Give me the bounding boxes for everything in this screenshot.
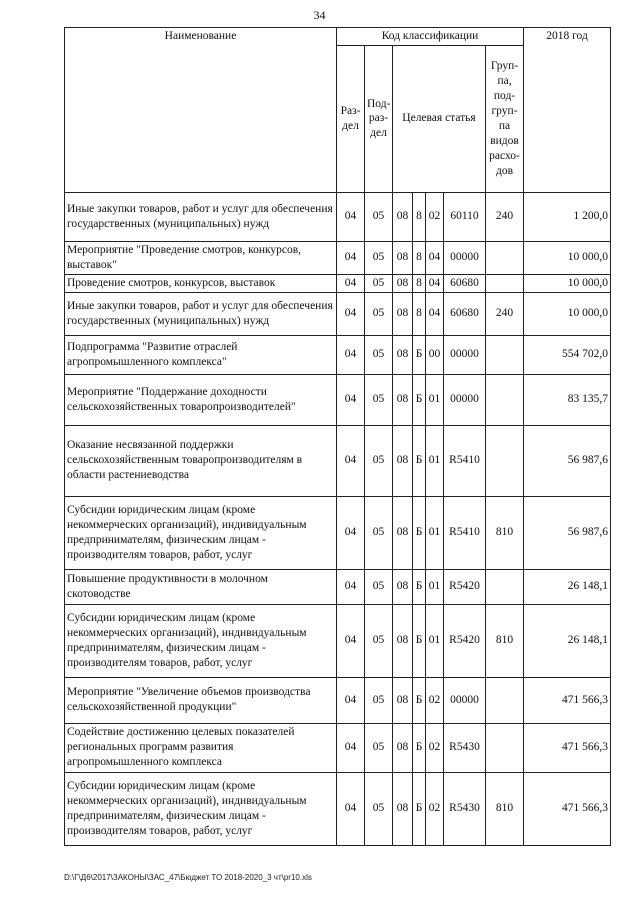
table-row: [65, 604, 611, 677]
cell-rz: 04: [337, 496, 365, 569]
cell-rz: 04: [337, 292, 365, 335]
budget-table: [64, 27, 611, 846]
cell-vr: [486, 723, 524, 772]
cell-c4: R5410: [444, 425, 486, 496]
cell-pr: 05: [365, 425, 393, 496]
cell-c2: Б: [413, 425, 426, 496]
table-row: [65, 496, 611, 569]
cell-name: Иные закупки товаров, работ и услуг для обеспечения государственных (муниципальных) нужд: [65, 192, 337, 241]
cell-rz: 04: [337, 772, 365, 845]
cell-c1: 08: [393, 425, 413, 496]
cell-c3: 02: [426, 772, 444, 845]
cell-c4: 00000: [444, 677, 486, 723]
cell-amount: 56 987,6: [524, 496, 611, 569]
cell-c1: 08: [393, 723, 413, 772]
cell-c2: 8: [413, 292, 426, 335]
cell-vr: 810: [486, 496, 524, 569]
table-row: [65, 677, 611, 723]
cell-name: Субсидии юридическим лицам (кроме некоммерческих организаций), индивидуальным предпринимателям, физическим лицам - производителям товаров, работ, услуг: [65, 604, 337, 677]
cell-c2: Б: [413, 604, 426, 677]
cell-amount: 26 148,1: [524, 604, 611, 677]
cell-c2: Б: [413, 374, 426, 425]
cell-vr: [486, 335, 524, 374]
header-razdel: Раз-дел: [337, 45, 365, 192]
header-year: 2018 год: [524, 28, 611, 193]
cell-pr: 05: [365, 192, 393, 241]
cell-c4: 00000: [444, 374, 486, 425]
table-row: [65, 335, 611, 374]
cell-c1: 08: [393, 677, 413, 723]
cell-c1: 08: [393, 335, 413, 374]
cell-c4: R5420: [444, 569, 486, 604]
table-row: [65, 374, 611, 425]
cell-name: Проведение смотров, конкурсов, выставок: [65, 274, 337, 292]
cell-rz: 04: [337, 335, 365, 374]
header-name: Наименование: [65, 28, 337, 193]
file-path-footer: D:\Г\Д6\2017\ЗАКОНЫ\ЗАС_47\Бюджет ТО 2018-2020_3 чт\pr10.xls: [64, 873, 312, 882]
cell-pr: 05: [365, 604, 393, 677]
cell-c4: R5420: [444, 604, 486, 677]
cell-c2: Б: [413, 723, 426, 772]
cell-name: Субсидии юридическим лицам (кроме некоммерческих организаций), индивидуальным предпринимателям, физическим лицам - производителям товаров, работ, услуг: [65, 772, 337, 845]
cell-amount: 26 148,1: [524, 569, 611, 604]
cell-vr: [486, 569, 524, 604]
header-target-article: Целевая статья: [393, 45, 486, 192]
cell-pr: 05: [365, 569, 393, 604]
cell-amount: 471 566,3: [524, 723, 611, 772]
cell-pr: 05: [365, 677, 393, 723]
cell-pr: 05: [365, 292, 393, 335]
cell-rz: 04: [337, 192, 365, 241]
cell-vr: 810: [486, 604, 524, 677]
cell-pr: 05: [365, 274, 393, 292]
cell-vr: [486, 425, 524, 496]
cell-c1: 08: [393, 241, 413, 274]
cell-rz: 04: [337, 604, 365, 677]
table-row: [65, 425, 611, 496]
cell-c2: Б: [413, 677, 426, 723]
cell-amount: 1 200,0: [524, 192, 611, 241]
cell-name: Содействие достижению целевых показателей региональных программ развития агропромышленного комплекса: [65, 723, 337, 772]
cell-rz: 04: [337, 241, 365, 274]
cell-c1: 08: [393, 496, 413, 569]
cell-rz: 04: [337, 677, 365, 723]
cell-amount: 471 566,3: [524, 772, 611, 845]
cell-pr: 05: [365, 723, 393, 772]
header-code-classification: Код классификации: [337, 28, 524, 46]
cell-c1: 08: [393, 192, 413, 241]
cell-c3: 04: [426, 241, 444, 274]
cell-c3: 01: [426, 425, 444, 496]
cell-amount: 83 135,7: [524, 374, 611, 425]
cell-amount: 10 000,0: [524, 274, 611, 292]
cell-c3: 00: [426, 335, 444, 374]
cell-c2: Б: [413, 569, 426, 604]
table-row: [65, 292, 611, 335]
cell-pr: 05: [365, 241, 393, 274]
cell-c1: 08: [393, 604, 413, 677]
cell-c3: 02: [426, 192, 444, 241]
cell-c1: 08: [393, 292, 413, 335]
cell-pr: 05: [365, 374, 393, 425]
cell-c2: Б: [413, 335, 426, 374]
cell-c3: 01: [426, 496, 444, 569]
cell-c4: 00000: [444, 335, 486, 374]
cell-amount: 10 000,0: [524, 241, 611, 274]
cell-c3: 04: [426, 292, 444, 335]
cell-vr: 810: [486, 772, 524, 845]
cell-c3: 01: [426, 604, 444, 677]
cell-c2: 8: [413, 241, 426, 274]
cell-name: Мероприятие "Проведение смотров, конкурсов, выставок": [65, 241, 337, 274]
cell-vr: [486, 677, 524, 723]
cell-rz: 04: [337, 425, 365, 496]
cell-c3: 01: [426, 374, 444, 425]
cell-rz: 04: [337, 723, 365, 772]
cell-c1: 08: [393, 569, 413, 604]
cell-c4: R5430: [444, 723, 486, 772]
cell-amount: 10 000,0: [524, 292, 611, 335]
cell-c4: R5430: [444, 772, 486, 845]
cell-rz: 04: [337, 374, 365, 425]
cell-name: Подпрограмма "Развитие отраслей агропромышленного комплекса": [65, 335, 337, 374]
cell-pr: 05: [365, 772, 393, 845]
cell-vr: [486, 374, 524, 425]
cell-vr: [486, 241, 524, 274]
cell-c3: 01: [426, 569, 444, 604]
cell-c3: 02: [426, 677, 444, 723]
cell-c4: 60680: [444, 292, 486, 335]
cell-pr: 05: [365, 496, 393, 569]
cell-name: Иные закупки товаров, работ и услуг для обеспечения государственных (муниципальных) нужд: [65, 292, 337, 335]
cell-vr: 240: [486, 292, 524, 335]
cell-c4: 60110: [444, 192, 486, 241]
header-podrazdel: Под-раз-дел: [365, 45, 393, 192]
cell-name: Субсидии юридическим лицам (кроме некоммерческих организаций), индивидуальным предпринимателям, физическим лицам - производителям товаров, работ, услуг: [65, 496, 337, 569]
cell-amount: 56 987,6: [524, 425, 611, 496]
cell-amount: 471 566,3: [524, 677, 611, 723]
table-row: [65, 723, 611, 772]
cell-rz: 04: [337, 274, 365, 292]
table-row: [65, 569, 611, 604]
cell-name: Оказание несвязанной поддержки сельскохозяйственным товаропроизводителям в области растениеводства: [65, 425, 337, 496]
cell-c1: 08: [393, 274, 413, 292]
cell-c3: 02: [426, 723, 444, 772]
cell-c4: 60680: [444, 274, 486, 292]
cell-c2: Б: [413, 772, 426, 845]
cell-name: Повышение продуктивности в молочном скотоводстве: [65, 569, 337, 604]
cell-vr: [486, 274, 524, 292]
cell-vr: 240: [486, 192, 524, 241]
table-row: [65, 772, 611, 845]
cell-c2: 8: [413, 274, 426, 292]
cell-rz: 04: [337, 569, 365, 604]
table-row: [65, 274, 611, 292]
header-group: Груп-па, под-груп-па видов расхо-дов: [486, 45, 524, 192]
cell-c2: 8: [413, 192, 426, 241]
cell-amount: 554 702,0: [524, 335, 611, 374]
cell-c4: 00000: [444, 241, 486, 274]
cell-c4: R5410: [444, 496, 486, 569]
cell-c2: Б: [413, 496, 426, 569]
page-number: 34: [313, 8, 326, 22]
cell-c3: 04: [426, 274, 444, 292]
cell-c1: 08: [393, 772, 413, 845]
cell-name: Мероприятие "Поддержание доходности сельскохозяйственных товаропроизводителей": [65, 374, 337, 425]
cell-pr: 05: [365, 335, 393, 374]
table-row: [65, 192, 611, 241]
table-row: [65, 241, 611, 274]
cell-c1: 08: [393, 374, 413, 425]
cell-name: Мероприятие "Увеличение объемов производства сельскохозяйственной продукции": [65, 677, 337, 723]
